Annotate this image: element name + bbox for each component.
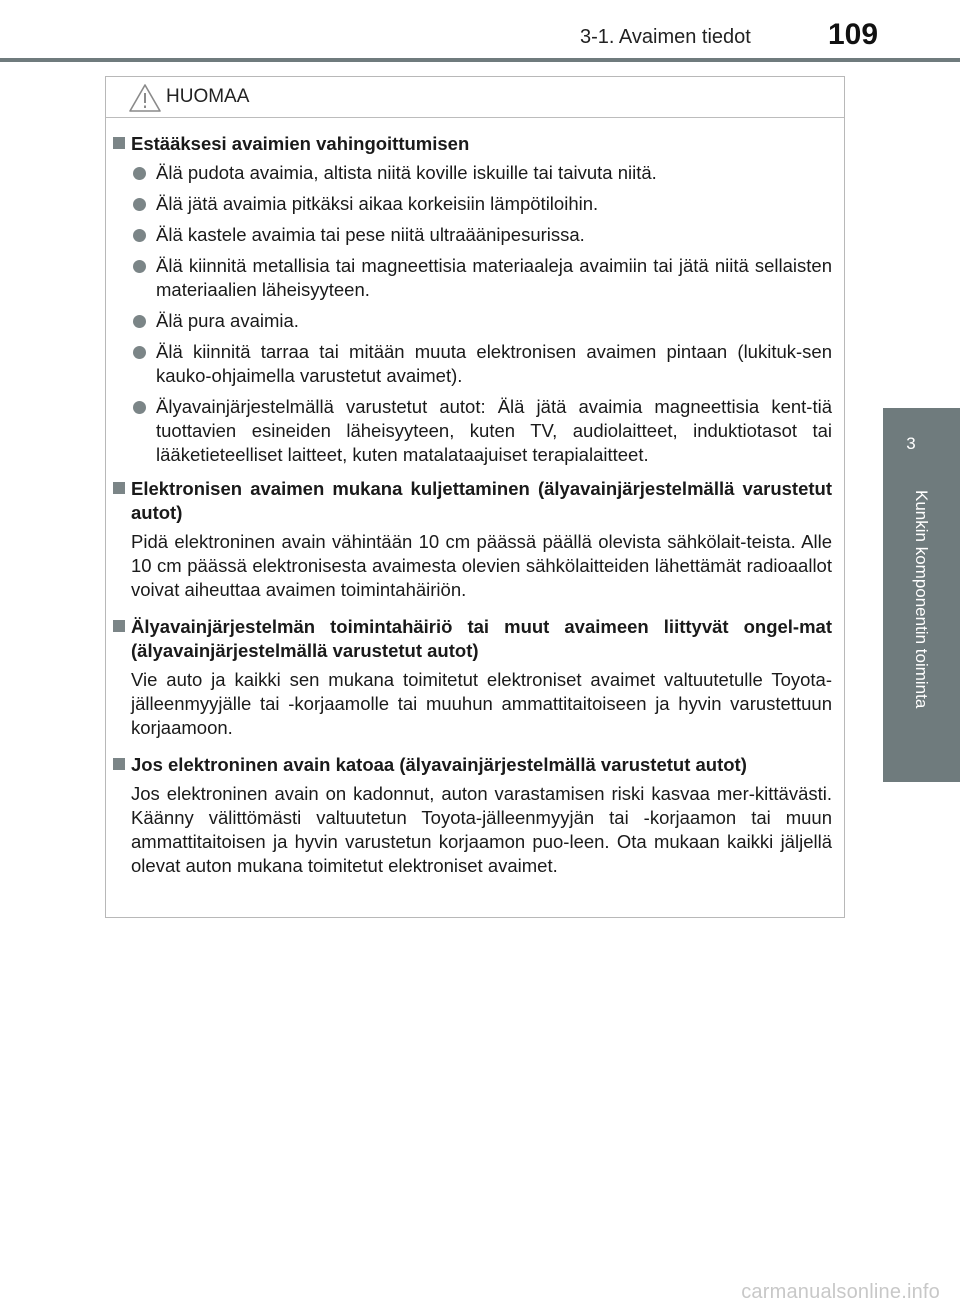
watermark: carmanualsonline.info <box>741 1281 940 1303</box>
section-marker <box>113 137 125 149</box>
list-item <box>113 254 832 302</box>
bullet-dot <box>133 315 146 328</box>
section-heading-text: Elektronisen avaimen mukana kuljettaminen (älyavainjärjestelmällä varustetut autot) <box>131 478 832 523</box>
section-heading-text: Jos elektroninen avain katoaa (älyavainjärjestelmällä varustetut autot) <box>131 754 747 775</box>
chapter-number: 3 <box>906 434 916 453</box>
section-heading <box>113 477 832 525</box>
list-item-text: Älä pudota avaimia, altista niitä koville iskuille tai taivuta niitä. <box>156 162 657 183</box>
section-heading <box>113 132 832 156</box>
bullet-list <box>113 161 832 467</box>
list-item-text: Älä kiinnitä tarraa tai mitään muuta elektronisen avaimen pintaan (lukituk-sen kauko-ohjaimella varustetut avaimet). <box>156 341 832 386</box>
chapter-label: Kunkin komponentin toiminta <box>912 490 931 709</box>
list-item <box>113 192 832 216</box>
bullet-dot <box>133 198 146 211</box>
section-marker <box>113 482 125 494</box>
page-number: 109 <box>828 18 879 51</box>
notice-header <box>106 77 844 118</box>
list-item-text: Älä pura avaimia. <box>156 310 299 331</box>
notice-box <box>105 76 845 918</box>
bullet-dot <box>133 167 146 180</box>
section-marker <box>113 620 125 632</box>
header-rule <box>0 58 960 62</box>
bullet-dot <box>133 229 146 242</box>
notice-title: HUOMAA <box>166 86 250 107</box>
section-marker <box>113 758 125 770</box>
bullet-dot <box>133 346 146 359</box>
list-item-text: Älä jätä avaimia pitkäksi aikaa korkeisiin lämpötiloihin. <box>156 193 599 214</box>
section-heading <box>113 753 832 777</box>
list-item-text: Älä kiinnitä metallisia tai magneettisia materiaaleja avaimiin tai jätä niitä sellaisten materiaalien läheisyyteen. <box>156 255 832 300</box>
bullet-dot <box>133 401 146 414</box>
list-item <box>113 223 832 247</box>
section-body: Pidä elektroninen avain vähintään 10 cm päässä päällä olevista sähkölait-teista. Alle 10 cm päässä elektronisesta avaimesta olevien sähkölaitteiden lähettämät radioaallot voivat aiheuttaa avaimen toimintahäiriön. <box>131 531 832 600</box>
list-item <box>113 340 832 388</box>
list-item <box>113 309 832 333</box>
list-item-text: Älä kastele avaimia tai pese niitä ultraäänipesurissa. <box>156 224 585 245</box>
section-heading <box>113 615 832 663</box>
section-heading-text: Estääksesi avaimien vahingoittumisen <box>131 133 470 154</box>
bullet-dot <box>133 260 146 273</box>
warning-triangle-icon <box>128 83 162 113</box>
section-title: 3-1. Avaimen tiedot <box>580 26 751 48</box>
section-body: Vie auto ja kaikki sen mukana toimitetut elektroniset avaimet valtuutetulle Toyota-jälleenmyyjälle tai -korjaamolle tai muuhun ammattitaitoiseen ja hyvin varustettuun korjaamoon. <box>131 669 832 738</box>
section-heading-text: Älyavainjärjestelmän toimintahäiriö tai muut avaimeen liittyvät ongel-mat (älyavainjärjestelmällä varustetut autot) <box>131 616 832 661</box>
notice-content <box>106 118 844 878</box>
list-item <box>113 161 832 185</box>
list-item-text: Älyavainjärjestelmällä varustetut autot: Älä jätä avaimia magneettisia kent-tiä tuottavien esineiden läheisyyteen, kuten TV, audiolaitteet, induktiotasot tai lääketieteelliset laitteet, kuten matalataajuiset terapialaitteet. <box>156 396 832 465</box>
chapter-side-tab <box>883 408 960 782</box>
section-body: Jos elektroninen avain on kadonnut, auton varastamisen riski kasvaa mer-kittävästi. Käänny välittömästi valtuutetun Toyota-jälleenmyyjän tai -korjaamon tai muun ammattitaitoisen ja hyvin varustetun korjaamon puo-leen. Ota mukaan kaikki jäljellä olevat auton mukana toimitetut elektroniset avaimet. <box>131 783 832 876</box>
list-item <box>113 395 832 467</box>
